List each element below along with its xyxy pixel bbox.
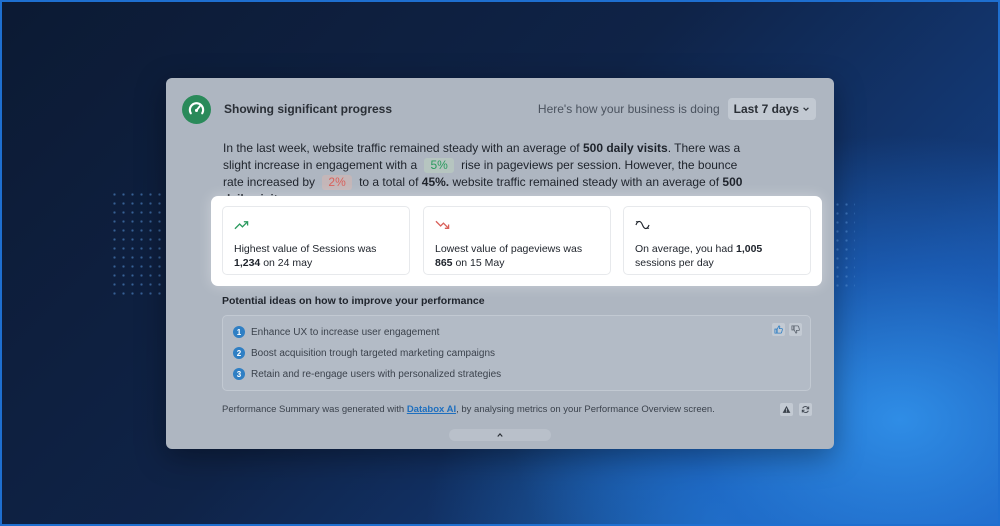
stat-card-sessions xyxy=(222,206,410,275)
period-label: Last 7 days xyxy=(733,102,799,116)
ideas-list xyxy=(222,315,811,391)
summary-highlight: 500 xyxy=(722,175,743,189)
stat-text xyxy=(635,242,800,270)
list-item xyxy=(233,326,439,338)
stat-value: 865 xyxy=(435,257,453,269)
trend-down-icon xyxy=(435,218,600,232)
card-title: Showing significant progress xyxy=(224,102,393,116)
idea-text: Retain and re-engage users with personalized strategies xyxy=(251,368,502,380)
number-badge: 1 xyxy=(233,326,245,338)
header-right xyxy=(538,98,816,120)
stat-value: 1,005 xyxy=(736,243,763,255)
footer-text-part: Performance Summary was generated with xyxy=(222,404,407,415)
stat-label: on 24 may xyxy=(260,257,313,269)
collapse-button[interactable] xyxy=(449,429,551,441)
speedometer-icon xyxy=(182,95,211,124)
period-dropdown[interactable] xyxy=(728,98,816,120)
thumbs-up-icon[interactable] xyxy=(772,323,785,336)
stat-value: 1,234 xyxy=(234,257,261,269)
feedback-buttons xyxy=(772,323,802,336)
stats-highlight-panel xyxy=(211,196,822,286)
negative-change-badge: 2% xyxy=(322,175,351,190)
idea-text: Enhance UX to increase user engagement xyxy=(251,326,440,338)
summary-text: . There was a slight increase in engagement with a xyxy=(223,141,741,172)
list-item xyxy=(233,347,495,359)
footer-actions xyxy=(780,403,812,416)
number-badge: 2 xyxy=(233,347,245,359)
summary-highlight: 500 daily visits xyxy=(582,141,668,155)
summary-text: rise in pageviews per session. However, the bounce rate increased by xyxy=(223,158,738,189)
stat-label: On average, you had xyxy=(635,243,736,255)
stat-card-pageviews xyxy=(423,206,611,275)
trend-up-icon xyxy=(234,218,399,232)
stat-label: Highest value of Sessions was xyxy=(234,243,377,255)
ideas-title: Potential ideas on how to improve your performance xyxy=(222,295,485,307)
thumbs-down-icon[interactable] xyxy=(789,323,802,336)
warning-icon[interactable] xyxy=(780,403,793,416)
number-badge: 3 xyxy=(233,368,245,380)
footer-text-part: , by analysing metrics on your Performance Overview screen. xyxy=(456,404,715,415)
chevron-up-icon xyxy=(496,432,504,438)
footer-text xyxy=(222,404,715,415)
list-item xyxy=(233,368,501,380)
header-subtitle: Here's how your business is doing xyxy=(537,102,720,116)
summary-text: In the last week, website traffic remained steady with an average of xyxy=(223,141,583,155)
card-footer xyxy=(222,403,812,416)
stat-card-average xyxy=(623,206,811,275)
stat-text xyxy=(234,242,399,270)
summary-text: website traffic remained steady with an average of xyxy=(449,175,723,189)
chevron-down-icon xyxy=(802,105,810,113)
summary-highlight: 45%. xyxy=(421,175,450,189)
stat-label: Lowest value of pageviews was xyxy=(435,243,583,255)
stat-label: sessions per day xyxy=(635,257,714,269)
positive-change-badge: 5% xyxy=(424,158,453,173)
stat-label: on 15 May xyxy=(452,257,505,269)
idea-text: Boost acquisition trough targeted marketing campaigns xyxy=(251,347,496,359)
stat-text xyxy=(435,242,600,270)
databox-ai-link[interactable]: Databox AI xyxy=(406,404,457,415)
wave-icon xyxy=(635,218,800,232)
summary-text: to a total of xyxy=(355,175,422,189)
refresh-icon[interactable] xyxy=(799,403,812,416)
card-header xyxy=(182,94,816,124)
